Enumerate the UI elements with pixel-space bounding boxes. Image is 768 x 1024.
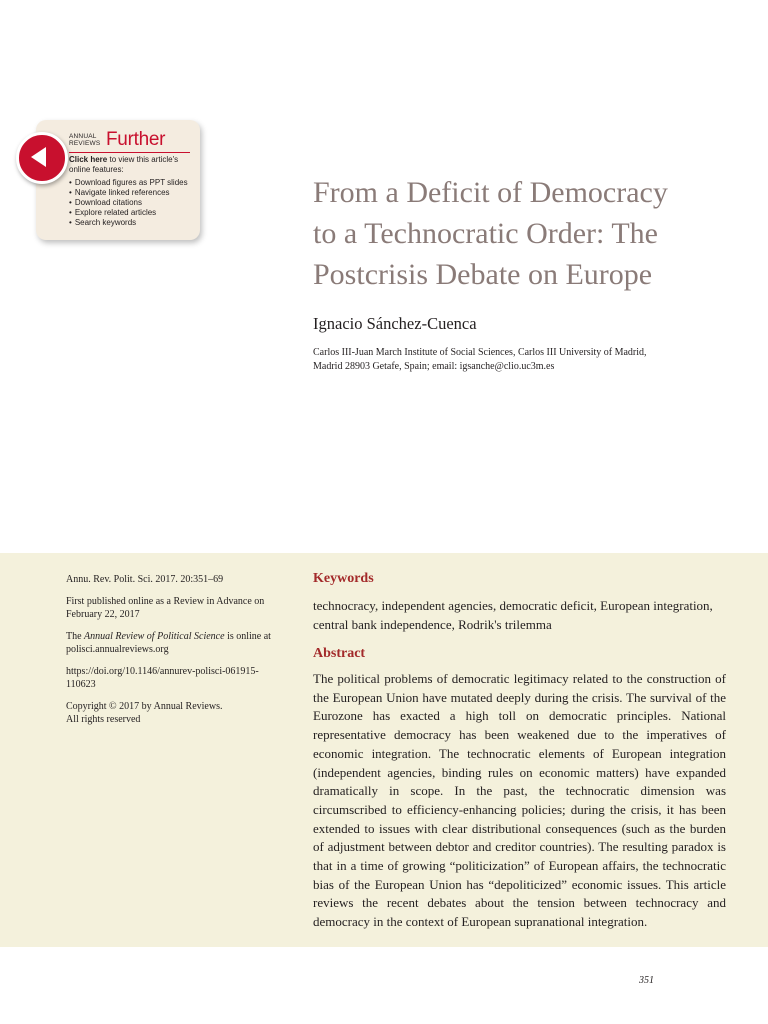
annual-reviews-logo: ANNUAL REVIEWS [69,133,101,147]
further-feature-list [69,178,188,228]
feature-navigate-references[interactable]: • Navigate linked references [69,188,188,198]
article-title: From a Deficit of Democracy to a Technocratic Order: The Postcrisis Debate on Europe [313,176,668,291]
online-at: The Annual Review of Political Science is online at polisci.annualreviews.org [66,631,271,655]
keywords-text: technocracy, independent agencies, democratic deficit, European integration, central bank independence, Rodrik's trilemma [313,598,713,632]
feature-download-citations[interactable]: • Download citations [69,198,188,208]
page-number: 351 [639,975,654,986]
author-affiliation: Carlos III-Juan March Institute of Social Sciences, Carlos III University of Madrid, Madrid 28903 Getafe, Spain; email: igsanche@clio.uc3m.es [313,347,647,372]
further-title: Further [106,129,166,150]
click-here-link[interactable]: Click here [69,155,108,164]
author-name: Ignacio Sánchez-Cuenca [313,314,477,333]
doi-link[interactable]: https://doi.org/10.1146/annurev-polisci-061915-110623 [66,666,259,690]
abstract-text: The political problems of democratic legitimacy related to the construction of the European Union have mutated deeply during the crisis. The survival of the Eurozone has exacted a high toll on democratic principles. National representative democracy has been weakened due to the imperatives of economic integration. The technocratic elements of European integration (independent agencies, binding rules on economic matters) have expanded dramatically in scope. In the past, the technocratic dimension was circumscribed to efficiency-enhancing policies; during the crisis, it has been extended to issues with clear distributional consequences (such as the burden of adjustment between debtor and creditor countries). The resulting paradox is that in a time of growing “politicization” of European affairs, the technocratic bias of the European Union has “depoliticized” economic issues. This article reviews the recent debates about the tension between technocracy and democracy in the context of European supranational integration. [313,671,726,930]
further-intro: Click here to view this article's online features: [69,155,179,174]
publication-metadata [66,573,284,735]
feature-explore-articles[interactable]: • Explore related articles [69,208,188,218]
citation: Annu. Rev. Polit. Sci. 2017. 20:351–69 [66,574,224,585]
play-left-icon [28,145,50,169]
feature-download-figures[interactable]: • Download figures as PPT slides [69,178,188,188]
copyright: Copyright © 2017 by Annual Reviews. All rights reserved [66,701,223,725]
back-arrow-button[interactable] [16,132,68,184]
further-divider [69,152,190,153]
feature-search-keywords[interactable]: • Search keywords [69,218,188,228]
first-published: First published online as a Review in Advance on February 22, 2017 [66,596,265,620]
abstract-heading: Abstract [313,646,366,661]
further-features-box[interactable] [36,120,200,240]
keywords-heading: Keywords [313,571,374,586]
journal-name: Annual Review of Political Science [84,631,225,642]
